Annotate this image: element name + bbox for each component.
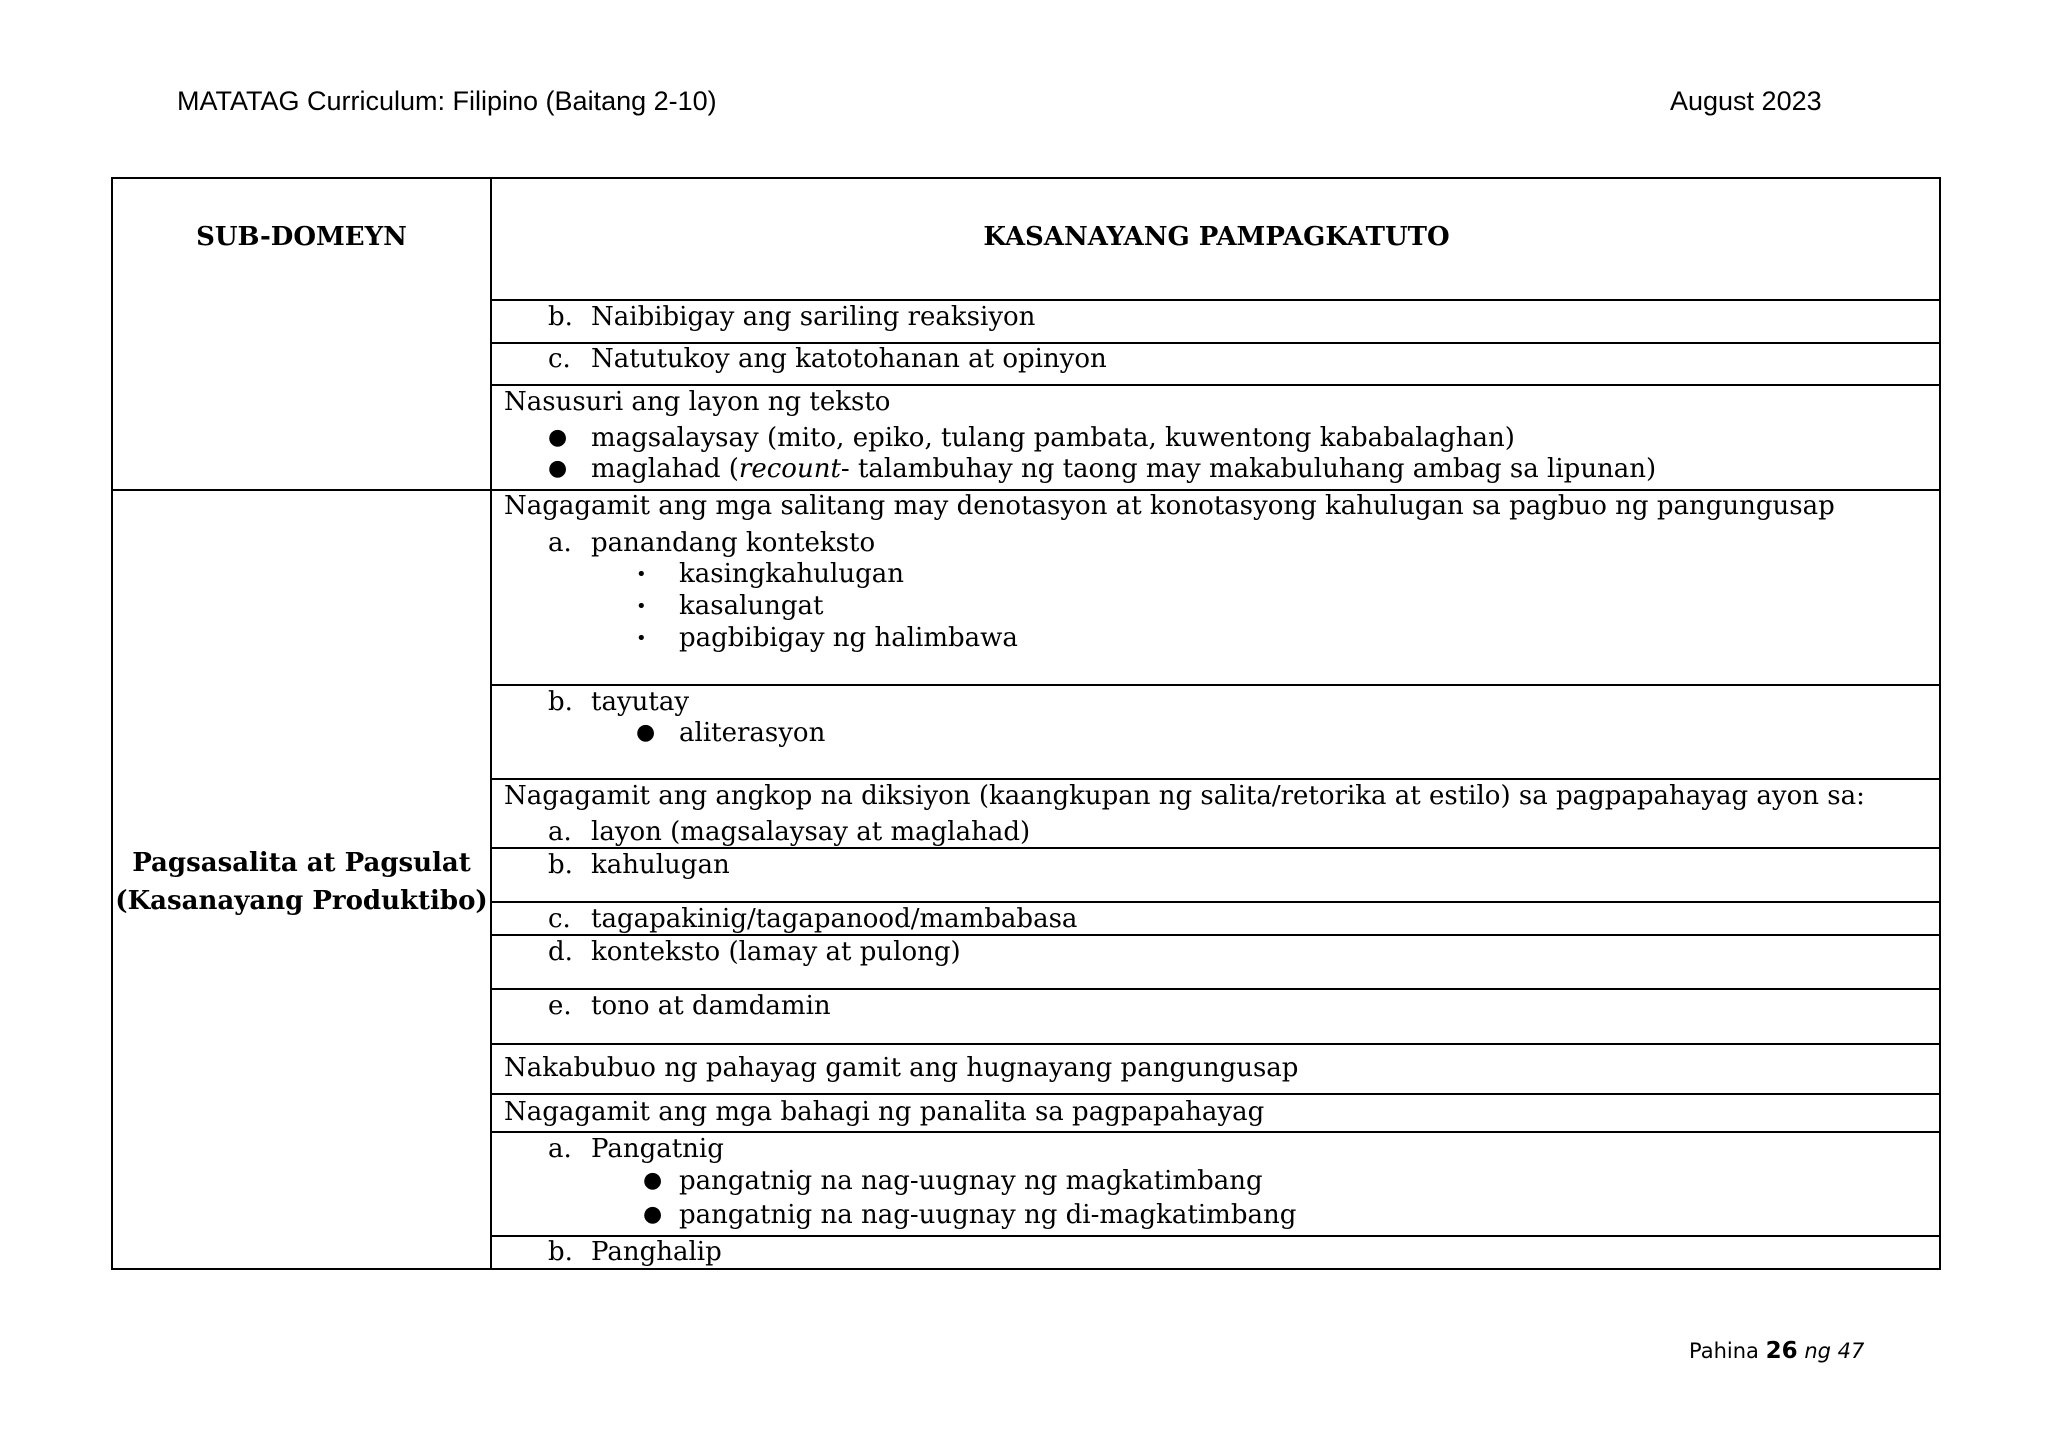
competency-subitem: Pangatnig bbox=[591, 1134, 724, 1164]
bullet-icon: ● bbox=[643, 1202, 663, 1227]
bullet-icon: • bbox=[636, 628, 647, 649]
row-divider bbox=[490, 847, 1941, 849]
page-of: ng bbox=[1804, 1339, 1831, 1363]
row-divider bbox=[490, 384, 1941, 386]
list-marker: d. bbox=[548, 937, 573, 967]
column-header-subdomain: SUB-DOMEYN bbox=[196, 222, 407, 252]
competency-subitem: panandang konteksto bbox=[591, 528, 876, 558]
page-label: Pahina bbox=[1689, 1339, 1759, 1363]
competency-subitem: aliterasyon bbox=[679, 718, 826, 748]
competency-subitem: tono at damdamin bbox=[591, 991, 831, 1021]
row-divider bbox=[490, 1043, 1941, 1045]
competency-item: Nagagamit ang mga bahagi ng panalita sa pagpapahayag bbox=[504, 1097, 1265, 1127]
list-marker: b. bbox=[548, 687, 573, 717]
competency-subitem bbox=[591, 454, 1656, 484]
subitem-text-pre: maglahad ( bbox=[591, 454, 739, 484]
list-marker: a. bbox=[548, 1134, 572, 1164]
row-divider bbox=[490, 778, 1941, 780]
competency-subitem: pangatnig na nag-uugnay ng di-magkatimbang bbox=[679, 1200, 1297, 1230]
list-marker: c. bbox=[548, 344, 571, 374]
competency-subitem: konteksto (lamay at pulong) bbox=[591, 937, 961, 967]
competency-subitem: kasalungat bbox=[679, 591, 824, 621]
row-divider bbox=[490, 684, 1941, 686]
bullet-icon: ● bbox=[548, 425, 568, 450]
competency-subitem: tayutay bbox=[591, 687, 690, 717]
bullet-icon: • bbox=[636, 596, 647, 617]
competency-item: Naibibigay ang sariling reaksiyon bbox=[591, 302, 1036, 332]
row-divider bbox=[490, 901, 1941, 903]
column-divider bbox=[490, 177, 492, 1270]
competency-item: Nagagamit ang mga salitang may denotasyon at konotasyong kahulugan sa pagbuo ng pangungusap bbox=[504, 491, 1835, 521]
subdomain-label-line2: (Kasanayang Produktibo) bbox=[115, 886, 488, 916]
document-header-title: MATATAG Curriculum: Filipino (Baitang 2-10) bbox=[177, 86, 717, 116]
list-marker: c. bbox=[548, 904, 571, 934]
current-page: 26 bbox=[1765, 1338, 1798, 1364]
list-marker: b. bbox=[548, 1237, 573, 1267]
competency-item: Natutukoy ang katotohanan at opinyon bbox=[591, 344, 1107, 374]
competency-subitem: pangatnig na nag-uugnay ng magkatimbang bbox=[679, 1166, 1263, 1196]
row-divider bbox=[490, 1093, 1941, 1095]
subdomain-label bbox=[113, 844, 490, 920]
column-header-competencies: KASANAYANG PAMPAGKATUTO bbox=[983, 222, 1450, 252]
bullet-icon: ● bbox=[643, 1168, 663, 1193]
competency-item: Nagagamit ang angkop na diksiyon (kaangkupan ng salita/retorika at estilo) sa pagpapahayag ayon sa: bbox=[504, 781, 1865, 811]
row-divider bbox=[490, 1131, 1941, 1133]
list-marker: a. bbox=[548, 528, 572, 558]
row-divider bbox=[490, 299, 1941, 301]
competency-subitem: kasingkahulugan bbox=[679, 559, 904, 589]
row-divider bbox=[490, 988, 1941, 990]
competency-subitem: magsalaysay (mito, epiko, tulang pambata, kuwentong kababalaghan) bbox=[591, 423, 1515, 453]
subdomain-label-line1: Pagsasalita at Pagsulat bbox=[132, 848, 471, 878]
list-marker: e. bbox=[548, 991, 572, 1021]
bullet-icon: ● bbox=[548, 456, 568, 481]
competency-item: Nasusuri ang layon ng teksto bbox=[504, 387, 891, 417]
subitem-text-post: - talambuhay ng taong may makabuluhang ambag sa lipunan) bbox=[840, 454, 1657, 484]
competency-subitem: pagbibigay ng halimbawa bbox=[679, 623, 1018, 653]
competency-subitem: tagapakinig/tagapanood/mambabasa bbox=[591, 904, 1078, 934]
row-divider bbox=[490, 934, 1941, 936]
list-marker: b. bbox=[548, 850, 573, 880]
document-header-date: August 2023 bbox=[1670, 86, 1822, 116]
total-pages: 47 bbox=[1837, 1339, 1865, 1363]
bullet-icon: ● bbox=[636, 720, 656, 745]
list-marker: a. bbox=[548, 817, 572, 847]
competency-subitem: Panghalip bbox=[591, 1237, 722, 1267]
bullet-icon: • bbox=[636, 564, 647, 585]
page-number bbox=[1689, 1338, 1864, 1364]
competency-subitem: kahulugan bbox=[591, 850, 730, 880]
competency-subitem: layon (magsalaysay at maglahad) bbox=[591, 817, 1031, 847]
subitem-text-italic: recount bbox=[738, 454, 841, 484]
list-marker: b. bbox=[548, 302, 573, 332]
competency-item: Nakabubuo ng pahayag gamit ang hugnayang pangungusap bbox=[504, 1053, 1299, 1083]
